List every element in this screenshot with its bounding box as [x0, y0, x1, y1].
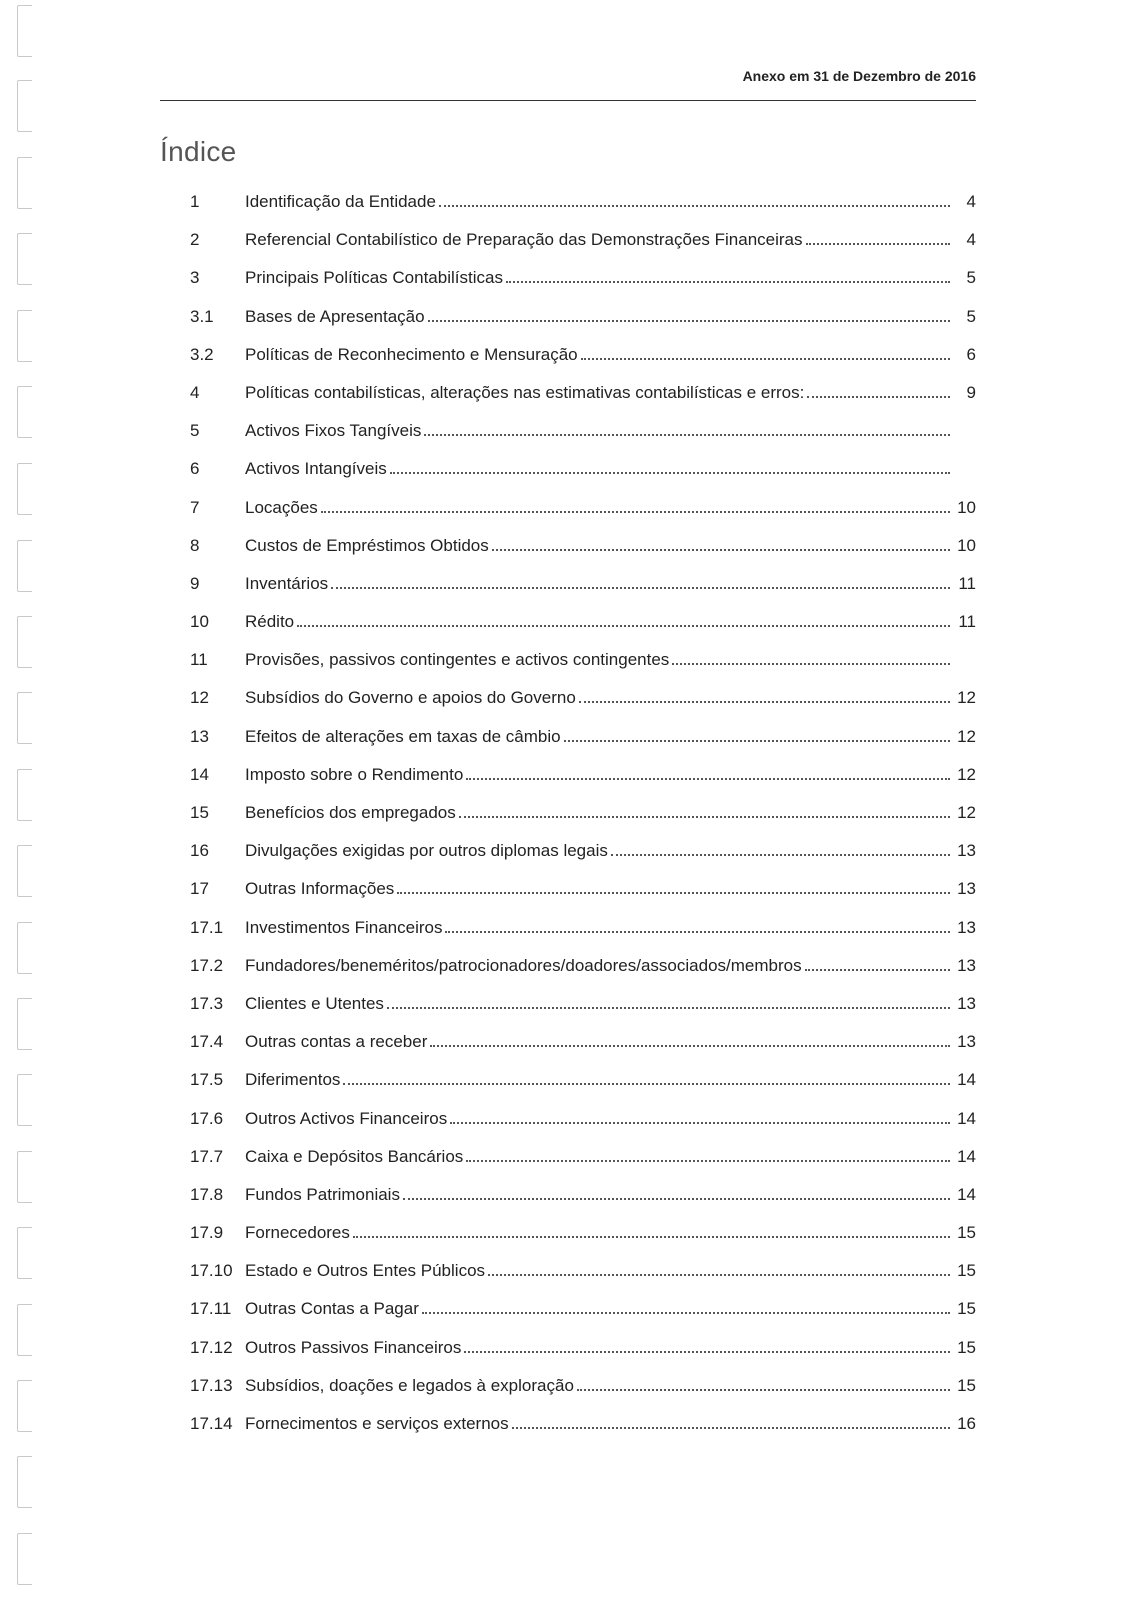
toc-dot-leader	[343, 1081, 950, 1085]
toc-entry-label: Caixa e Depósitos Bancários	[245, 1146, 464, 1166]
toc-entry[interactable]	[190, 841, 976, 879]
toc-entry-number: 17.9	[190, 1223, 224, 1243]
toc-entry[interactable]	[190, 1109, 976, 1147]
toc-dot-leader	[464, 1349, 950, 1353]
binder-hole-mark	[17, 540, 32, 592]
toc-entry[interactable]	[190, 421, 976, 459]
toc-entry-label: Outras Informações	[245, 879, 395, 899]
toc-entry-number: 5	[190, 421, 200, 441]
toc-entry-number: 14	[190, 764, 209, 784]
toc-dot-leader	[492, 547, 950, 551]
toc-entry-number: 9	[190, 573, 200, 593]
toc-entry-page: 15	[957, 1223, 976, 1243]
toc-dot-leader	[430, 1043, 950, 1047]
toc-entry-label: Inventários	[245, 573, 329, 593]
toc-dot-leader	[331, 585, 950, 589]
toc-dot-leader	[397, 890, 950, 894]
toc-entry-number: 17.13	[190, 1375, 233, 1395]
toc-dot-leader	[466, 776, 950, 780]
toc-entry-label: Custos de Empréstimos Obtidos	[245, 535, 489, 555]
binder-hole-mark	[17, 386, 32, 438]
toc-dot-leader	[450, 1120, 950, 1124]
toc-dot-leader	[672, 661, 950, 665]
toc-entry-number: 17.4	[190, 1032, 224, 1052]
binder-hole-mark	[17, 1227, 32, 1279]
toc-entry-page: 12	[957, 803, 976, 822]
binder-hole-mark	[17, 310, 32, 362]
toc-entry-label: Referencial Contabilístico de Preparação das Demonstrações Financeiras	[245, 230, 803, 250]
toc-entry-page: 10	[957, 535, 976, 555]
toc-entry[interactable]	[190, 956, 976, 994]
toc-entry[interactable]	[190, 1070, 976, 1108]
toc-entry-number: 17.3	[190, 993, 224, 1013]
toc-entry[interactable]	[190, 1261, 976, 1299]
toc-entry-number: 15	[190, 803, 209, 822]
toc-entry-page: 14	[957, 1070, 976, 1090]
toc-dot-leader	[581, 356, 950, 360]
binder-hole-mark	[17, 157, 32, 209]
toc-dot-leader	[459, 814, 950, 818]
toc-entry-page: 13	[957, 917, 976, 937]
toc-entry-number: 8	[190, 535, 200, 555]
toc-entry[interactable]	[190, 765, 976, 803]
toc-entry-page: 14	[957, 1184, 976, 1204]
binder-hole-mark	[17, 233, 32, 285]
toc-entry-number: 3.2	[190, 344, 214, 364]
toc-entry-page: 11	[958, 612, 976, 632]
toc-dot-leader	[387, 1005, 950, 1009]
toc-entry[interactable]	[190, 612, 976, 650]
toc-entry[interactable]	[190, 498, 976, 536]
toc-entry-number: 17.11	[190, 1299, 232, 1319]
toc-entry-label: Outras Contas a Pagar	[245, 1299, 419, 1319]
toc-entry-page: 13	[957, 993, 976, 1013]
toc-entry[interactable]	[190, 650, 976, 688]
toc-entry-page: 5	[966, 306, 976, 326]
toc-entry-label: Diferimentos	[245, 1070, 341, 1090]
toc-entry-page: 15	[957, 1375, 976, 1395]
toc-dot-leader	[806, 241, 950, 245]
toc-entry-number: 17.2	[190, 955, 224, 975]
toc-dot-leader	[353, 1234, 950, 1238]
toc-entry-number: 17.8	[190, 1184, 224, 1204]
toc-entry-label: Divulgações exigidas por outros diplomas legais	[245, 841, 608, 861]
toc-dot-leader	[321, 509, 950, 513]
binder-hole-mark	[17, 463, 32, 515]
table-of-contents	[190, 192, 976, 1452]
header-text: Anexo em 31 de Dezembro de 2016	[742, 68, 976, 84]
toc-dot-leader	[403, 1196, 950, 1200]
toc-entry-number: 12	[190, 688, 209, 708]
toc-entry-label: Locações	[245, 497, 318, 517]
toc-entry-number: 6	[190, 459, 200, 479]
toc-entry-page: 4	[966, 192, 976, 211]
toc-entry[interactable]	[190, 268, 976, 306]
toc-entry-label: Políticas contabilísticas, alterações nas estimativas contabilísticas e erros:	[245, 382, 805, 402]
toc-entry-label: Subsídios, doações e legados à exploração	[245, 1375, 574, 1395]
binder-hole-mark	[17, 1533, 32, 1585]
toc-dot-leader	[424, 432, 950, 436]
toc-entry-number: 4	[190, 382, 200, 402]
toc-entry[interactable]	[190, 1223, 976, 1261]
toc-entry-page: 13	[957, 841, 976, 861]
toc-dot-leader	[422, 1310, 950, 1314]
toc-entry-label: Políticas de Reconhecimento e Mensuração	[245, 344, 578, 364]
toc-entry-label: Estado e Outros Entes Públicos	[245, 1261, 486, 1281]
toc-entry[interactable]	[190, 574, 976, 612]
toc-dot-leader	[466, 1158, 950, 1162]
toc-entry-number: 1	[190, 192, 200, 211]
toc-entry-label: Investimentos Financeiros	[245, 917, 443, 937]
toc-dot-leader	[579, 699, 950, 703]
toc-entry-number: 17.7	[190, 1146, 224, 1166]
toc-entry[interactable]	[190, 803, 976, 841]
toc-entry-number: 17.10	[190, 1261, 233, 1281]
page-header	[160, 64, 976, 101]
toc-entry-label: Subsídios do Governo e apoios do Governo	[245, 688, 576, 708]
toc-entry-page: 15	[957, 1337, 976, 1357]
toc-dot-leader	[439, 203, 950, 207]
toc-dot-leader	[805, 967, 950, 971]
toc-entry-label: Fundadores/beneméritos/patrocionadores/doadores/associados/membros	[245, 955, 802, 975]
toc-entry-label: Efeitos de alterações em taxas de câmbio	[245, 726, 561, 746]
toc-entry[interactable]	[190, 727, 976, 765]
toc-entry-page: 4	[966, 230, 976, 250]
toc-entry-page: 12	[957, 764, 976, 784]
toc-entry-label: Outros Passivos Financeiros	[245, 1337, 462, 1357]
binder-hole-mark	[17, 692, 32, 744]
toc-entry-label: Principais Políticas Contabilísticas	[245, 268, 503, 288]
toc-entry-label: Fundos Patrimoniais	[245, 1184, 400, 1204]
binder-hole-mark	[17, 1304, 32, 1356]
toc-entry-number: 11	[190, 650, 208, 670]
toc-entry-label: Bases de Apresentação	[245, 306, 425, 326]
binder-hole-mark	[17, 998, 32, 1050]
toc-entry[interactable]	[190, 1299, 976, 1337]
toc-entry[interactable]	[190, 230, 976, 268]
toc-entry-number: 16	[190, 841, 209, 861]
binder-holes	[17, 0, 41, 1600]
toc-entry-label: Rédito	[245, 612, 295, 632]
toc-entry-page: 13	[957, 879, 976, 899]
toc-entry-number: 3	[190, 268, 200, 288]
toc-entry-label: Benefícios dos empregados	[245, 803, 456, 822]
toc-entry-number: 17.12	[190, 1337, 233, 1357]
binder-hole-mark	[17, 80, 32, 132]
toc-entry[interactable]	[190, 536, 976, 574]
toc-dot-leader	[390, 470, 950, 474]
toc-entry-label: Provisões, passivos contingentes e activos contingentes	[245, 650, 670, 670]
toc-entry[interactable]	[190, 192, 976, 230]
toc-entry[interactable]	[190, 459, 976, 497]
toc-entry-page: 14	[957, 1108, 976, 1128]
toc-entry-page: 10	[957, 497, 976, 517]
toc-entry-page: 13	[957, 1032, 976, 1052]
toc-entry[interactable]	[190, 918, 976, 956]
toc-entry-number: 17.1	[190, 917, 224, 937]
toc-entry[interactable]	[190, 1147, 976, 1185]
toc-entry-page: 6	[966, 344, 976, 364]
binder-hole-mark	[17, 1456, 32, 1508]
toc-entry-label: Imposto sobre o Rendimento	[245, 764, 464, 784]
toc-entry[interactable]	[190, 1032, 976, 1070]
toc-entry-page: 5	[966, 268, 976, 288]
toc-entry[interactable]	[190, 345, 976, 383]
toc-dot-leader	[297, 623, 950, 627]
toc-dot-leader	[428, 318, 950, 322]
toc-entry-page: 15	[957, 1299, 976, 1319]
toc-dot-leader	[611, 852, 950, 856]
toc-entry-label: Identificação da Entidade	[245, 192, 436, 211]
binder-hole-mark	[17, 1380, 32, 1432]
toc-entry-number: 10	[190, 612, 209, 632]
toc-entry-number: 17.14	[190, 1414, 233, 1433]
binder-hole-mark	[17, 616, 32, 668]
toc-entry-label: Fornecimentos e serviços externos	[245, 1414, 509, 1433]
toc-entry-page: 16	[957, 1414, 976, 1433]
toc-entry[interactable]	[190, 383, 976, 421]
toc-entry-label: Activos Fixos Tangíveis	[245, 421, 422, 441]
binder-hole-mark	[17, 1074, 32, 1126]
toc-entry[interactable]	[190, 994, 976, 1032]
toc-entry-page: 14	[957, 1146, 976, 1166]
toc-entry-label: Outros Activos Financeiros	[245, 1108, 448, 1128]
toc-entry-page: 9	[966, 382, 976, 402]
toc-entry-label: Activos Intangíveis	[245, 459, 387, 479]
toc-dot-leader	[564, 738, 950, 742]
toc-entry-page: 12	[957, 688, 976, 708]
binder-hole-mark	[17, 5, 32, 57]
toc-entry-page: 13	[957, 955, 976, 975]
toc-title: Índice	[160, 136, 237, 167]
toc-entry-page: 12	[957, 726, 976, 746]
binder-hole-mark	[17, 845, 32, 897]
binder-hole-mark	[17, 922, 32, 974]
toc-entry-number: 7	[190, 497, 200, 517]
toc-dot-leader	[488, 1272, 950, 1276]
toc-entry[interactable]	[190, 1185, 976, 1223]
toc-entry-page: 15	[957, 1261, 976, 1281]
toc-entry-label: Clientes e Utentes	[245, 993, 384, 1013]
toc-entry-number: 17.5	[190, 1070, 224, 1090]
toc-dot-leader	[807, 394, 950, 398]
toc-entry[interactable]	[190, 1414, 976, 1452]
toc-dot-leader	[577, 1387, 950, 1391]
binder-hole-mark	[17, 1151, 32, 1203]
toc-dot-leader	[506, 279, 950, 283]
toc-entry-number: 13	[190, 726, 209, 746]
toc-entry-label: Fornecedores	[245, 1223, 350, 1243]
toc-entry-number: 17.6	[190, 1108, 224, 1128]
toc-dot-leader	[512, 1425, 950, 1429]
toc-entry[interactable]	[190, 879, 976, 917]
toc-entry-page: 11	[958, 573, 976, 593]
binder-hole-mark	[17, 769, 32, 821]
toc-entry-label: Outras contas a receber	[245, 1032, 428, 1052]
toc-entry[interactable]	[190, 1338, 976, 1376]
toc-entry-number: 17	[190, 879, 209, 899]
toc-entry-number: 3.1	[190, 306, 214, 326]
toc-entry[interactable]	[190, 307, 976, 345]
toc-entry[interactable]	[190, 688, 976, 726]
toc-dot-leader	[445, 929, 950, 933]
toc-entry-number: 2	[190, 230, 200, 250]
toc-entry[interactable]	[190, 1376, 976, 1414]
